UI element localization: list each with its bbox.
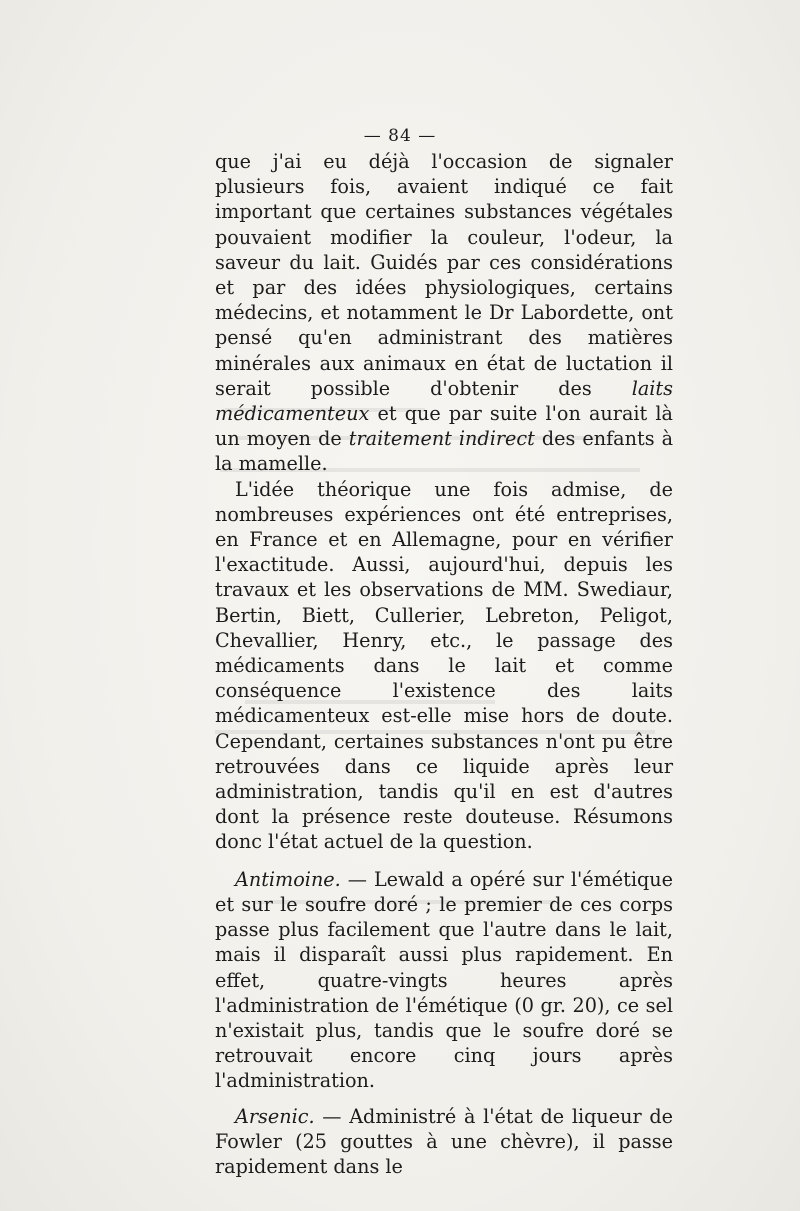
- paragraph-antimoine-text: — Lewald a opéré sur l'émétique et sur le soufre doré ; le premier de ces corps passe plus facilement que l'autre dans le lait, mais il disparaît aussi plus rapidement. En effet, quatre-vingts heures après l'administration de l'émétique (0 gr. 20), ce sel n'existait plus, tandis que le soufre doré se retrouvait encore cinq jours après l'administration.: [215, 867, 673, 1093]
- section-gap: [215, 1094, 673, 1104]
- body-text: [215, 149, 673, 1179]
- paragraph-1: [215, 149, 673, 477]
- paragraph-2: L'idée théorique une fois admise, de nombreuses expériences ont été entreprises, en France et en Allemagne, pour en vérifier l'exactitude. Aussi, aujourd'hui, depuis les travaux et les observations de MM. Swediaur, Bertin, Biett, Cullerier, Lebreton, Peligot, Chevallier, Henry, etc., le passage des médicaments dans le lait et comme conséquence l'existence des laits médicamenteux est-elle mise hors de doute. Cependant, certaines substances n'ont pu être retrouvées dans ce liquide après leur administration, tandis qu'il en est d'autres dont la présence reste douteuse. Résumons donc l'état actuel de la question.: [215, 477, 673, 854]
- page-number: — 84 —: [363, 126, 437, 146]
- emphasis-laits-medicamenteux: laits médicamenteux: [215, 376, 673, 426]
- paragraph-1-mid: et que par suite l'on aurait là un moyen de: [215, 402, 673, 451]
- section-gap: [215, 855, 673, 867]
- paragraph-antimoine: [215, 867, 673, 1094]
- paragraph-1-end: des enfants à la mamelle.: [215, 427, 674, 476]
- paragraph-arsenic-text: — Administré à l'état de liqueur de Fowler (25 gouttes à une chèvre), il passe rapidement dans le: [215, 1104, 673, 1178]
- heading-arsenic: Arsenic.: [235, 1104, 315, 1128]
- emphasis-traitement-indirect: traitement indirect: [348, 427, 535, 451]
- heading-antimoine: Antimoine.: [235, 867, 341, 891]
- paragraph-arsenic: [215, 1104, 673, 1180]
- paragraph-1-text: que j'ai eu déjà l'occasion de signaler plusieurs fois, avaient indiqué ce fait important que certaines substances végétales pouvaient modifier la couleur, l'odeur, la saveur du lait. Guidés par ces considérations et par des idées physiologiques, certains médecins, et notamment le Dr Labordette, ont pensé qu'en administrant des matières minérales aux animaux en état de luctation il serait possible d'obtenir des: [215, 150, 673, 400]
